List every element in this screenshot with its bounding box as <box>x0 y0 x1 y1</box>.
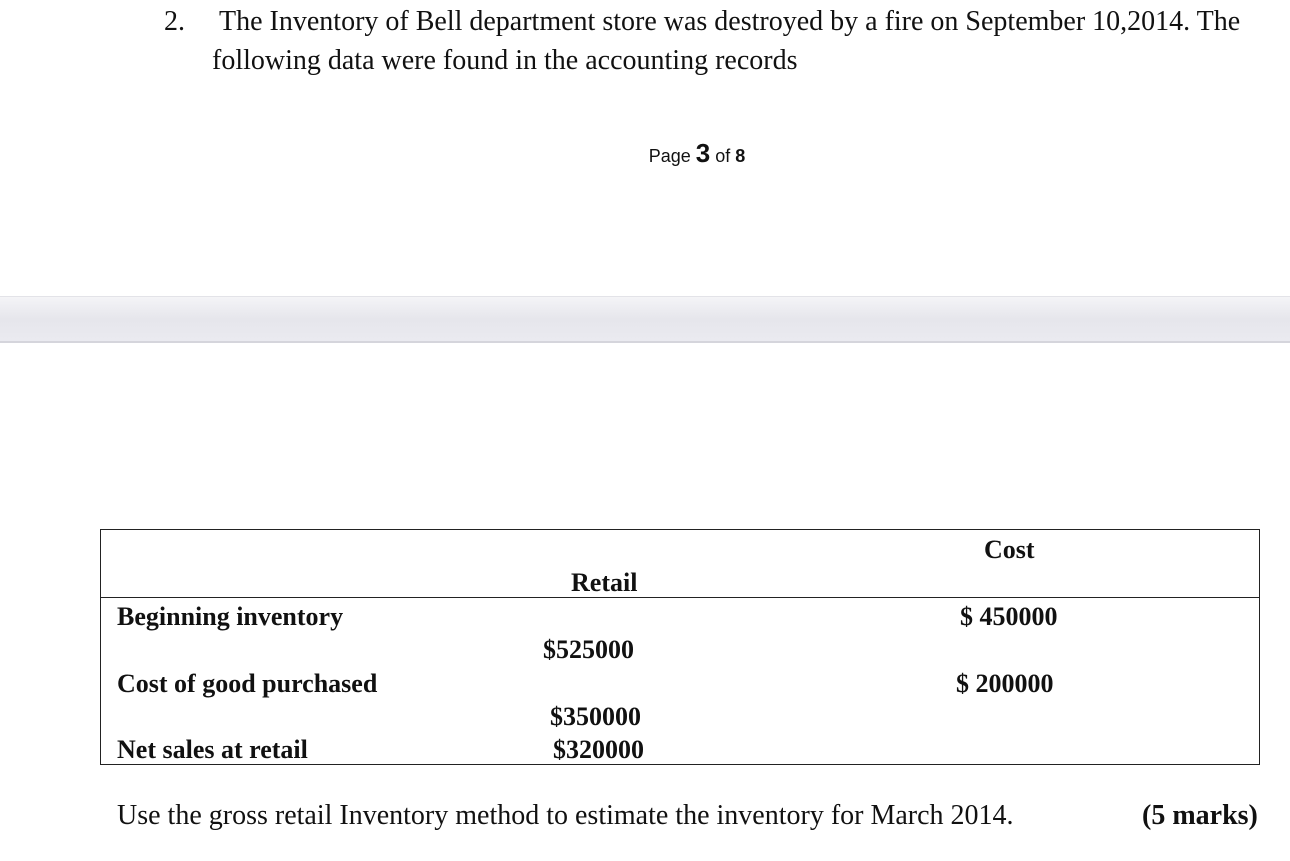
marks-label: (5 marks) <box>1142 800 1258 831</box>
row-label-net-sales-at-retail: Net sales at retail <box>117 735 308 764</box>
beginning-inventory-retail: $525000 <box>543 635 634 664</box>
cost-of-good-purchased-cost: $ 200000 <box>956 669 1054 698</box>
page-number-footer <box>0 138 1290 169</box>
question-text-line-1: The Inventory of Bell department store was destroyed by a fire on September 10,2014. The <box>219 6 1241 37</box>
total-pages: 8 <box>735 146 746 166</box>
page-label: Page <box>648 146 691 166</box>
page-separator <box>0 296 1290 343</box>
table-header-divider <box>101 597 1259 598</box>
instruction-text: Use the gross retail Inventory method to estimate the inventory for March 2014. <box>117 800 1014 831</box>
column-header-cost: Cost <box>984 535 1035 564</box>
net-sales-retail: $320000 <box>553 735 644 764</box>
row-label-beginning-inventory: Beginning inventory <box>117 602 344 631</box>
page-of-label: of <box>715 146 731 166</box>
inventory-data-table <box>100 529 1260 765</box>
current-page-number: 3 <box>695 138 711 168</box>
column-header-retail: Retail <box>571 568 638 597</box>
row-label-cost-of-good-purchased: Cost of good purchased <box>117 669 378 698</box>
question-text-line-2: following data were found in the accounting records <box>212 45 798 76</box>
beginning-inventory-cost: $ 450000 <box>960 602 1058 631</box>
cost-of-good-purchased-retail: $350000 <box>550 702 641 731</box>
question-number: 2. <box>164 6 185 37</box>
